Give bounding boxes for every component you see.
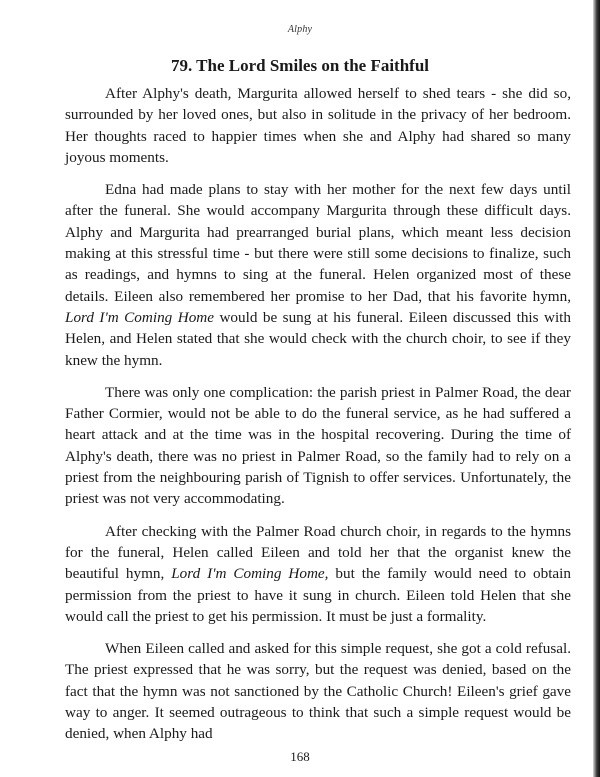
paragraph-1: After Alphy's death, Margurita allowed herself to shed tears - she did so, surrounded by her loved ones, but also in solitude in the privacy of her bedroom. Her thoughts raced to happier times when she and Alphy had shared so many joyous moments.: [65, 85, 571, 166]
paragraph-5: When Eileen called and asked for this simple request, she got a cold refusal. The priest expressed that he was sorry, but the request was denied, based on the fact that the hymn was not sanctioned by the Catholic Church! Eileen's grief gave way to anger. It seemed outrageous to think that such a simple request would be denied, when Alphy had: [65, 640, 571, 743]
paragraph-2-text-b: would be sung at his funeral. Eileen discussed this with Helen, and Helen stated that she would check with the church choir, to see if they knew the hymn.: [65, 308, 571, 369]
paragraph-4-text-a: After checking with the Palmer Road church choir, in regards to the hymns for the funeral, Helen called Eileen and told her that the organist knew the beautiful hymn,: [65, 522, 571, 583]
paragraph-3: There was only one complication: the parish priest in Palmer Road, the dear Father Cormier, would not be able to do the funeral service, as he had suffered a heart attack and at the time was in the hospital recovering. During the time of Alphy's death, there was no priest in Palmer Road, so the family had to rely on a priest from the neighbouring parish of Tignish to offer services. Unfortunately, the priest was not very accommodating.: [65, 383, 571, 508]
chapter-title: 79. The Lord Smiles on the Faithful: [170, 56, 430, 75]
hymn-title-italic: Lord I'm Coming Home: [65, 308, 214, 326]
running-header: Alphy: [287, 24, 313, 35]
paragraph-4: [65, 521, 571, 627]
body-text: [65, 83, 571, 756]
hymn-title-italic: Lord I'm Coming Home,: [171, 565, 329, 583]
paragraph-2-text-a: Edna had made plans to stay with her mother for the next few days until after the funeral. She would accompany Margurita through these difficult days. Alphy and Margurita had prearranged burial plans, which meant less decision making at this stressful time - but there were still some decisions to finalize, such as readings, and hymns to sing at the funeral. Helen organized most of these details. Eileen also remembered her promise to her Dad, that his favorite hymn,: [65, 181, 571, 305]
scan-edge-shadow: [593, 0, 600, 777]
page-number: 168: [290, 749, 310, 764]
paragraph-2: [65, 179, 571, 371]
paragraph-4-text-b: but the family would need to obtain permission from the priest to have it sung in church. Eileen told Helen that she would call the priest to get his permission. It must be just a formality.: [65, 565, 571, 625]
